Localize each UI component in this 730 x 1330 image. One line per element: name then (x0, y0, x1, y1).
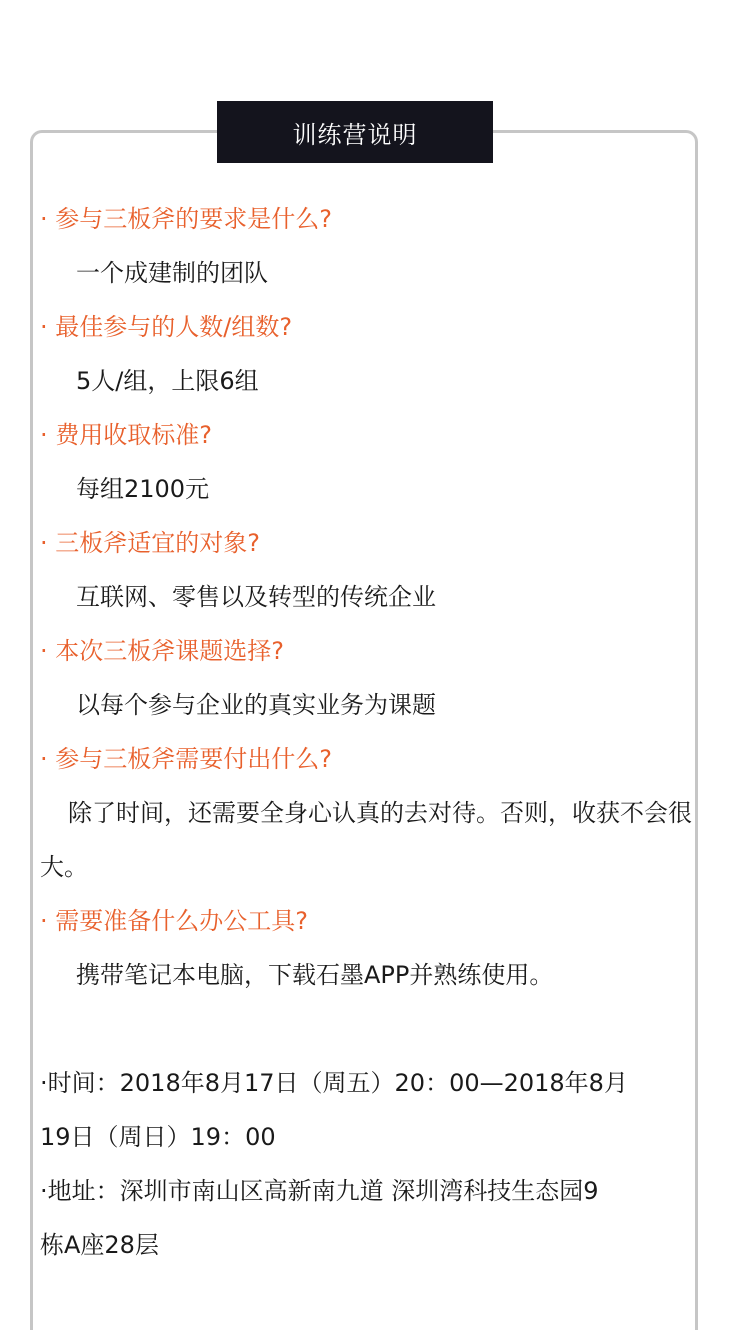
bullet: · (40, 1069, 48, 1097)
question-3: · 费用收取标准? (40, 421, 213, 449)
bullet: · (40, 529, 48, 557)
answer-6: 除了时间，还需要全身心认真的去对待。否则，收获不会很大。 (40, 799, 692, 881)
bullet: · (40, 1177, 48, 1205)
content (40, 192, 700, 1272)
question-6: · 参与三板斧需要付出什么? (40, 745, 333, 773)
bullet: · (40, 907, 48, 935)
bullet: · (40, 313, 48, 341)
question-2: · 最佳参与的人数/组数? (40, 313, 293, 341)
section-title: 训练营说明 (217, 101, 493, 163)
address-line: ·地址：深圳市南山区高新南九道 深圳湾科技生态园9 (40, 1177, 599, 1205)
answer-3: 每组2100元 (76, 475, 210, 503)
spacer (40, 1002, 700, 1056)
question-5: · 本次三板斧课题选择? (40, 637, 285, 665)
time-line: ·时间：2018年8月17日（周五）20：00—2018年8月 (40, 1069, 628, 1097)
answer-5: 以每个参与企业的真实业务为课题 (76, 691, 436, 719)
bullet: · (40, 421, 48, 449)
answer-1: 一个成建制的团队 (76, 259, 268, 287)
question-1: · 参与三板斧的要求是什么? (40, 205, 333, 233)
bullet: · (40, 637, 48, 665)
address-line-cont: 栋A座28层 (40, 1231, 159, 1259)
question-7: · 需要准备什么办公工具? (40, 907, 309, 935)
question-4: · 三板斧适宜的对象? (40, 529, 261, 557)
answer-4: 互联网、零售以及转型的传统企业 (76, 583, 436, 611)
answer-2: 5人/组，上限6组 (76, 367, 259, 395)
bullet: · (40, 205, 48, 233)
bullet: · (40, 745, 48, 773)
answer-7: 携带笔记本电脑，下载石墨APP并熟练使用。 (76, 961, 554, 989)
time-line-cont: 19日（周日）19：00 (40, 1123, 276, 1151)
